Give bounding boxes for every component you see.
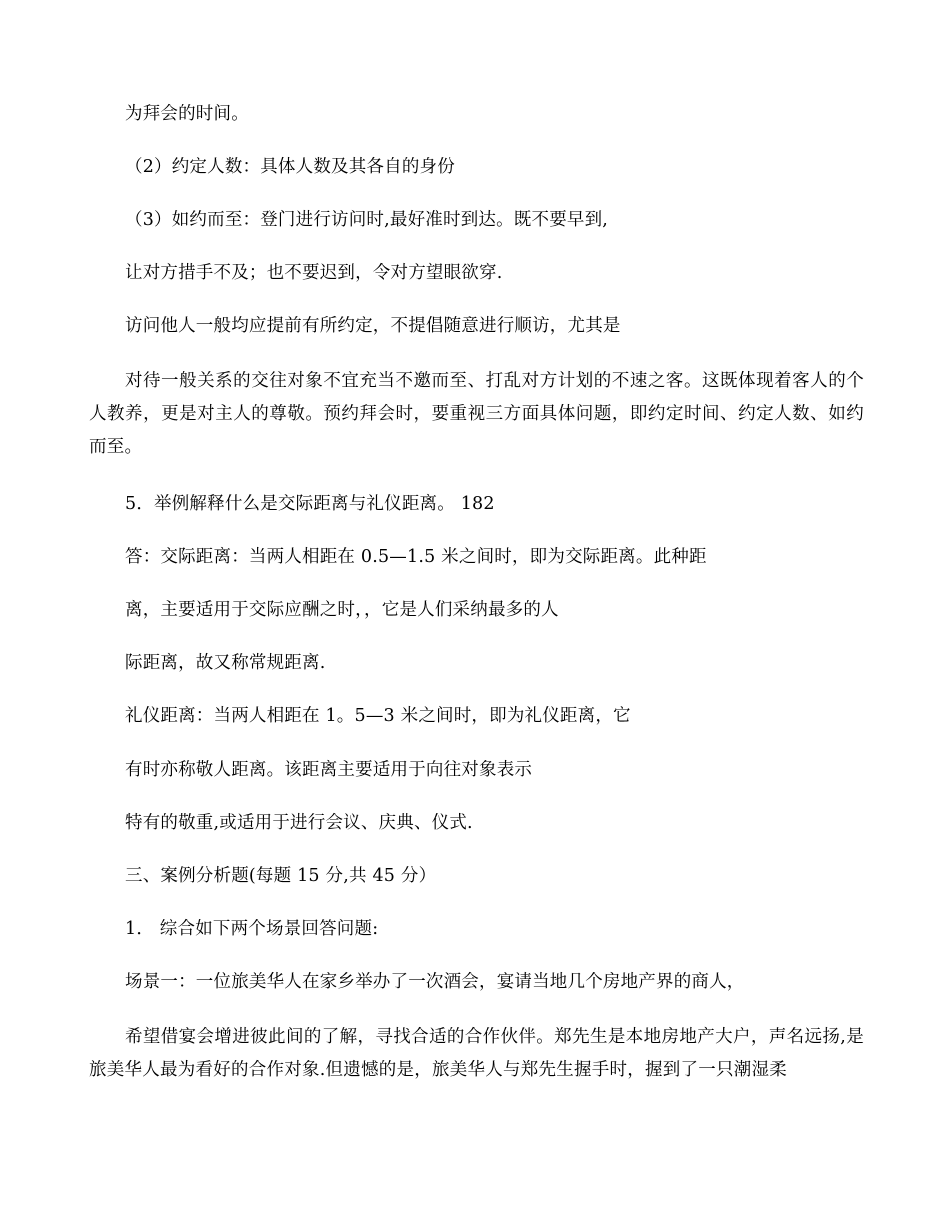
text-line: 际距离，故又称常规距离.: [125, 653, 326, 673]
text-line: 礼仪距离：当两人相距在 1。5—3 米之间时，即为礼仪距离，它: [125, 706, 631, 726]
text-line: 离，主要适用于交际应酬之时，，它是人们采纳最多的人: [125, 600, 559, 620]
text-line: 有时亦称敬人距离。该距离主要适用于向往对象表示: [125, 760, 533, 780]
section-heading: 三、案例分析题(每题 15 分,共 45 分）: [125, 866, 437, 886]
body-paragraph: 对待一般关系的交往对象不宜充当不邀而至、打乱对方计划的不速之客。这既体现着客人的个人教养，更是对主人的尊敬。预约拜会时，要重视三方面具体问题，即约定时间、约定人数、如约而至。: [89, 371, 864, 457]
text-line: 特有的敬重,或适用于进行会议、庆典、仪式.: [125, 813, 473, 833]
text-line: 访问他人一般均应提前有所约定，不提倡随意进行顺访，尤其是: [125, 316, 621, 336]
text-line: 答：交际距离：当两人相距在 0.5—1.5 米之间时，即为交际距离。此种距: [125, 547, 707, 567]
question-heading: 5．举例解释什么是交际距离与礼仪距离。 182: [125, 494, 495, 514]
question-heading: 1． 综合如下两个场景回答问题:: [125, 919, 379, 939]
text-line: 为拜会的时间。: [125, 104, 249, 124]
text-line: 让对方措手不及；也不要迟到，令对方望眼欲穿.: [125, 263, 503, 283]
text-line: 场景一：一位旅美华人在家乡举办了一次酒会，宴请当地几个房地产界的商人，: [125, 972, 745, 992]
text-line: （2）约定人数：具体人数及其各自的身份: [125, 157, 455, 177]
body-paragraph: 希望借宴会增进彼此间的了解，寻找合适的合作伙伴。郑先生是本地房地产大户，声名远扬,是旅美华人最为看好的合作对象.但遗憾的是，旅美华人与郑先生握手时，握到了一只潮湿柔: [89, 1027, 864, 1080]
text-line: （3）如约而至：登门进行访问时,最好准时到达。既不要早到,: [125, 210, 609, 230]
